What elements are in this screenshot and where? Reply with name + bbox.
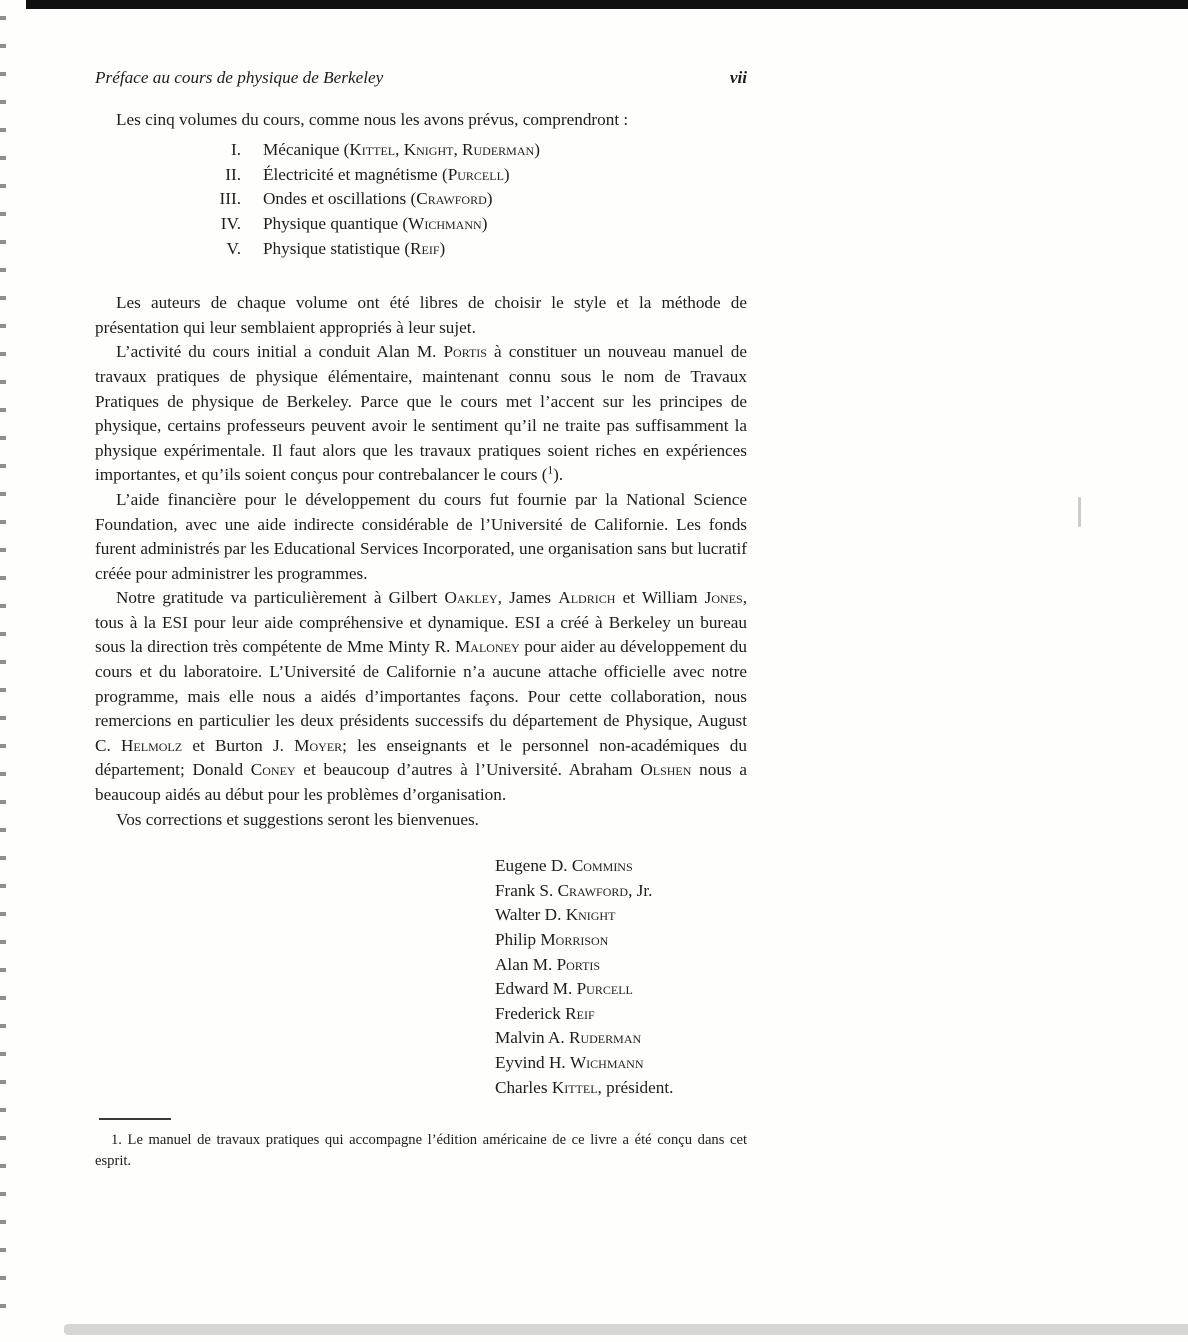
body-paragraph-lab-course: L’activité du cours initial a conduit Alan M. Portis à constituer un nouveau manuel de travaux pratiques de physique élémentaire, maintenant connu sous le nom de Travaux Pratiques de physique de Berkeley. Parce que le cours met l’accent sur les principes de physique, certains professeurs peuvent avoir le sentiment qu’il ne traite pas suffisamment la physique expérimentale. Il faut alors que les travaux pratiques soient riches en expériences importantes, et qu’ils soient conçus pour contrebalancer le cours ($^1$).: [95, 342, 747, 485]
body-paragraph-authors: Les auteurs de chaque volume ont été libres de choisir le style et la méthode de présentation qui leur semblaient appropriés à leur sujet.: [95, 293, 747, 337]
body-paragraph-funding: L’aide financière pour le développement du cours fut fournie par la National Science Foundation, avec une aide indirecte considérable de l’Université de Californie. Les fonds furent administrés par les Educational Services Incorporated, une organisation sans but lucratif créée pour administrer les programmes.: [95, 489, 747, 583]
volume-list-item: [95, 187, 747, 212]
signature-name: Walter D. Knight: [495, 905, 616, 925]
volume-numeral: IV.: [220, 213, 241, 233]
volume-numeral: III.: [219, 189, 241, 209]
running-title: Préface au cours de physique de Berkeley: [95, 68, 384, 87]
intro-paragraph: Les cinq volumes du cours, comme nous les avons prévus, comprendront :: [116, 109, 629, 129]
binding-marks: [0, 16, 6, 1322]
volume-numeral: V.: [226, 238, 241, 258]
page-header: [95, 66, 747, 91]
page-number: vii: [729, 68, 747, 87]
volume-list-item: [95, 163, 747, 188]
footnote-block: [95, 1118, 747, 1171]
volume-title: Mécanique (Kittel, Knight, Ruderman): [263, 140, 540, 160]
volume-title: Électricité et magnétisme (Purcell): [263, 164, 510, 184]
footnote-text: 1. Le manuel de travaux pratiques qui accompagne l’édition américaine de ce livre a été conçu dans cet esprit.: [95, 1132, 747, 1169]
signature-name: Malvin A. Ruderman: [495, 1028, 642, 1048]
scan-bottom-edge: [64, 1324, 1188, 1335]
volume-numeral: I.: [230, 140, 241, 160]
volume-title: Physique statistique (Reif): [263, 238, 446, 258]
body-paragraph-corrections: Vos corrections et suggestions seront les bienvenues.: [116, 809, 479, 829]
signature-name: Frederick Reif: [495, 1003, 595, 1023]
signature-name: Alan M. Portis: [495, 954, 601, 974]
signature-name: Frank S. Crawford, Jr.: [495, 880, 653, 900]
volume-list-item: [95, 212, 747, 237]
volume-list-item: [95, 237, 747, 262]
signature-name: Charles Kittel, président.: [495, 1077, 674, 1097]
footnote-rule: [99, 1118, 171, 1120]
signature-name: Eugene D. Commins: [495, 856, 633, 876]
scan-artifact: [1078, 497, 1081, 527]
scan-top-edge: [26, 0, 1188, 9]
signature-name: Philip Morrison: [495, 930, 609, 949]
signature-name: Eyvind H. Wichmann: [495, 1052, 644, 1072]
volume-title: Physique quantique (Wichmann): [263, 213, 488, 233]
volume-list-item: [95, 138, 747, 163]
body-paragraph-gratitude: Notre gratitude va particulièrement à Gilbert Oakley, James Aldrich et William Jones, tous à la ESI pour leur aide compréhensive et dynamique. ESI a créé à Berkeley un bureau sous la direction très compétente de Mme Minty R. Maloney pour aider au développement du cours et du laboratoire. L’Université de Californie n’a aucune attache officielle avec notre programme, mais elle nous a aidés d’importantes façons. Pour cette collaboration, nous remercions en particulier les deux présidents successifs du département de Physique, August C. Helmolz et Burton J. Moyer; les enseignants et le personnel non-académiques du département; Donald Coney et beaucoup d’autres à l’Université. Abraham Olshen nous a beaucoup aidés au début pour les problèmes d’organisation.: [95, 588, 747, 805]
volume-list: [95, 138, 747, 261]
signature-list: [495, 854, 747, 1100]
volume-numeral: II.: [225, 164, 241, 184]
text-column: [95, 66, 747, 1171]
volume-title: Ondes et oscillations (Crawford): [263, 189, 493, 209]
signature-name: Edward M. Purcell: [495, 979, 633, 999]
